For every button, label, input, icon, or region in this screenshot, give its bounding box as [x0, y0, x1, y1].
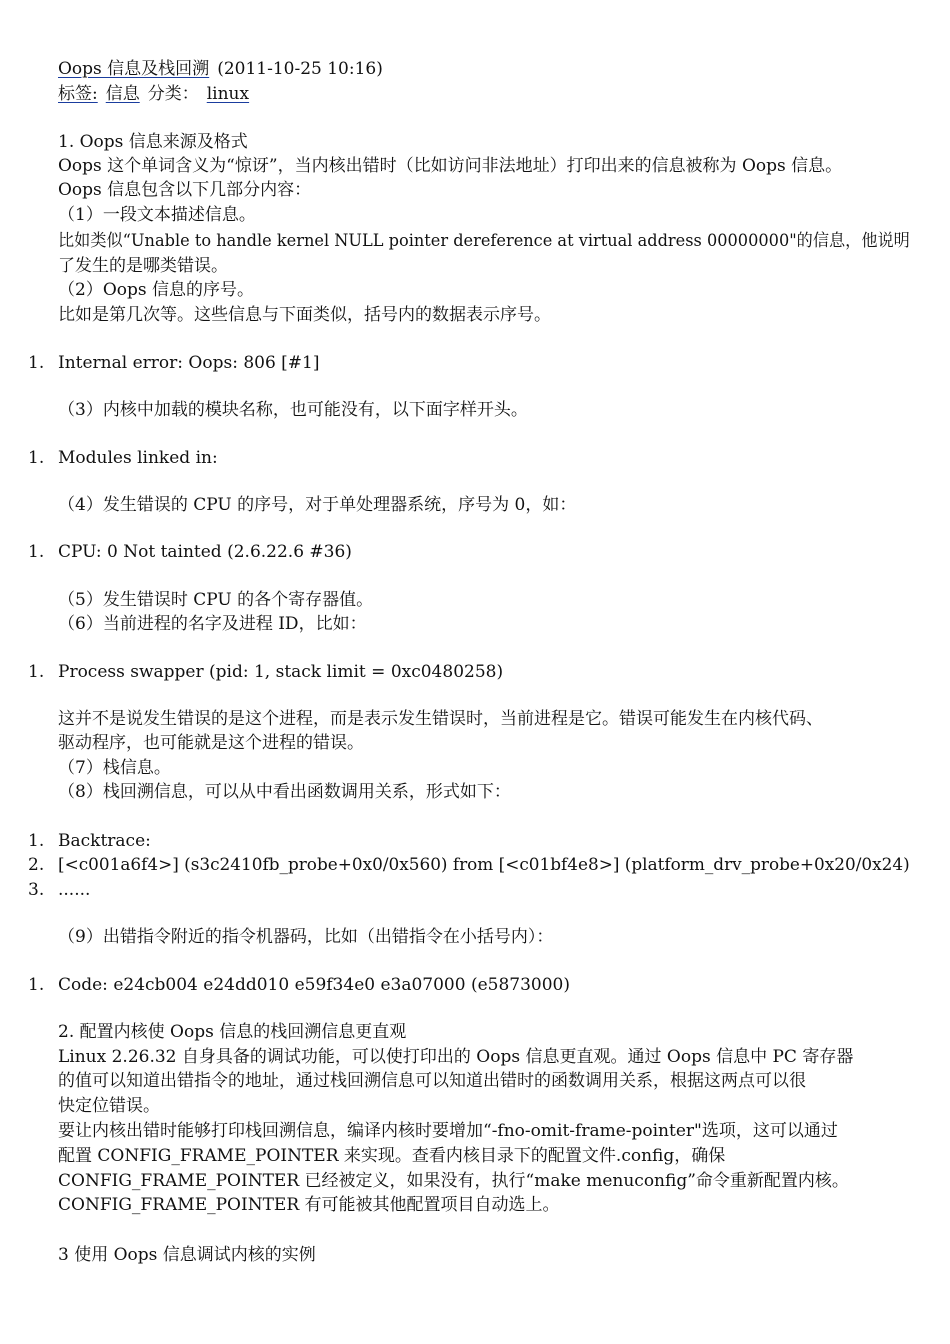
- section3-heading: 3 使用 Oops 信息调试内核的实例: [58, 1245, 316, 1265]
- section2-heading: 2. 配置内核使 Oops 信息的栈回溯信息更直观: [58, 1022, 407, 1042]
- post-title-link[interactable]: Oops 信息及栈回溯: [58, 59, 210, 79]
- section2-p2-line4: CONFIG_FRAME_POINTER 有可能被其他配置项目自动选上。: [58, 1195, 560, 1215]
- code-line-number: 3.: [28, 880, 45, 900]
- item9-title: （9）出错指令附近的指令机器码，比如（出错指令在小括号内）：: [58, 927, 554, 947]
- code-line-number: 1.: [28, 662, 45, 682]
- code-line: [<c001a6f4>] (s3c2410fb_probe+0x0/0x560) from [<c01bf4e8>] (platform_drv_probe+0x20/0x24): [58, 855, 910, 875]
- section2-p2-line3: CONFIG_FRAME_POINTER 已经被定义，如果没有，执行“make menuconfig”命令重新配置内核。: [58, 1171, 849, 1191]
- item7-title: （7）栈信息。: [58, 758, 171, 778]
- post-header: [58, 57, 383, 81]
- category-link[interactable]: linux: [206, 84, 250, 104]
- category-label: 分类：: [147, 84, 199, 104]
- code-line: ......: [58, 880, 91, 900]
- section1-heading: 1. Oops 信息来源及格式: [58, 132, 248, 152]
- item2-desc: 比如是第几次等。这些信息与下面类似，括号内的数据表示序号。: [58, 305, 551, 325]
- section2-p2-line1: 要让内核出错时能够打印栈回溯信息，编译内核时要增加“-fno-omit-frame-pointer"选项，这可以通过: [58, 1121, 838, 1141]
- code-line-number: 1.: [28, 353, 45, 373]
- item6-desc-line1: 这并不是说发生错误的是这个进程，而是表示发生错误时，当前进程是它。错误可能发生在内核代码、: [58, 709, 823, 729]
- tags-label-link[interactable]: 标签:: [58, 84, 98, 104]
- item1-desc-line1: 比如类似“Unable to handle kernel NULL pointer dereference at virtual address 00000000"的信息，他说明: [58, 231, 910, 251]
- code-line: Process swapper (pid: 1, stack limit = 0xc0480258): [58, 662, 504, 682]
- code-line: Code: e24cb004 e24dd010 e59f34e0 e3a07000 (e5873000): [58, 975, 571, 995]
- code-line-number: 1.: [28, 542, 45, 562]
- code-line-number: 2.: [28, 855, 45, 875]
- section2-p1-line2: 的值可以知道出错指令的地址，通过栈回溯信息可以知道出错时的函数调用关系，根据这两点可以很: [58, 1071, 806, 1091]
- item4-title: （4）发生错误的 CPU 的序号，对于单处理器系统，序号为 0，如：: [58, 495, 577, 515]
- section1-paragraph-1: Oops 这个单词含义为“惊讶”，当内核出错时（比如访问非法地址）打印出来的信息被称为 Oops 信息。: [58, 156, 843, 176]
- item1-title: （1）一段文本描述信息。: [58, 205, 256, 225]
- section2-p1-line3: 快定位错误。: [58, 1096, 160, 1116]
- item2-title: （2）Oops 信息的序号。: [58, 280, 254, 300]
- section2-p1-line1: Linux 2.26.32 自身具备的调试功能，可以使打印出的 Oops 信息更直观。通过 Oops 信息中 PC 寄存器: [58, 1047, 854, 1067]
- code-line: Backtrace:: [58, 831, 151, 851]
- section2-p2-line2: 配置 CONFIG_FRAME_POINTER 来实现。查看内核目录下的配置文件.config，确保: [58, 1146, 726, 1166]
- post-datetime: (2011-10-25 10:16): [217, 59, 383, 79]
- item8-title: （8）栈回溯信息，可以从中看出函数调用关系，形式如下：: [58, 782, 511, 802]
- item1-desc-line2: 了发生的是哪类错误。: [58, 256, 228, 276]
- item3-title: （3）内核中加载的模块名称，也可能没有，以下面字样开头。: [58, 400, 528, 420]
- code-line: Internal error: Oops: 806 [#1]: [58, 353, 320, 373]
- code-line-number: 1.: [28, 831, 45, 851]
- code-line: CPU: 0 Not tainted (2.6.22.6 #36): [58, 542, 352, 562]
- code-line: Modules linked in:: [58, 448, 218, 468]
- item6-title: （6）当前进程的名字及进程 ID，比如：: [58, 614, 367, 634]
- code-line-number: 1.: [28, 448, 45, 468]
- post-meta: [58, 82, 249, 106]
- item5-title: （5）发生错误时 CPU 的各个寄存器值。: [58, 590, 374, 610]
- section1-paragraph-2: Oops 信息包含以下几部分内容：: [58, 180, 312, 200]
- code-line-number: 1.: [28, 975, 45, 995]
- item6-desc-line2: 驱动程序，也可能就是这个进程的错误。: [58, 733, 364, 753]
- tag-link[interactable]: 信息: [105, 84, 140, 104]
